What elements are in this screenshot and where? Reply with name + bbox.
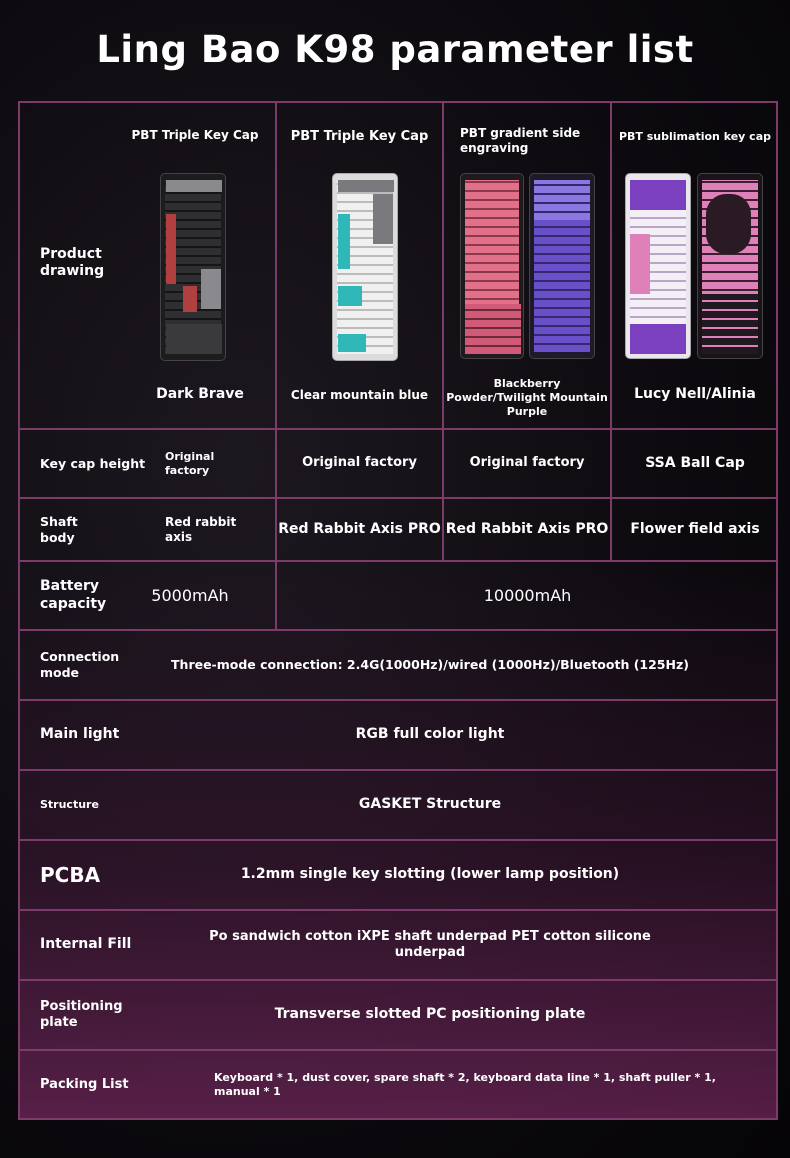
shaft-col3: Red Rabbit Axis PRO — [445, 520, 609, 537]
keyboard-twilight-mountain-purple-image — [529, 173, 595, 359]
keycap-height-col2: Original factory — [302, 455, 417, 471]
label-positioning-plate: Positioning plate — [40, 998, 123, 1030]
label-structure: Structure — [40, 798, 99, 812]
keycap-height-col3: Original factory — [469, 455, 585, 471]
pcba-value: 1.2mm single key slotting (lower lamp position) — [240, 866, 620, 883]
col1-cap-type: PBT Triple Key Cap — [131, 127, 259, 142]
label-main-light: Main light — [40, 726, 120, 743]
packing-list-value: Keyboard * 1, dust cover, spare shaft * 2, keyboard data line * 1, shaft puller * 1, manual * 1 — [214, 1071, 716, 1098]
battery-col1: 5000mAh — [151, 585, 229, 605]
keyboard-dark-brave-image — [160, 173, 226, 361]
keyboard-blackberry-powder-image — [460, 173, 524, 359]
label-packing-list: Packing List — [40, 1076, 129, 1092]
col3-cap-type: PBT gradient side engraving — [460, 126, 581, 155]
label-keycap-height: Key cap height — [40, 455, 146, 471]
structure-value: GASKET Structure — [358, 796, 502, 813]
col2-variant-name: Clear mountain blue — [290, 387, 429, 402]
label-shaft-body: Shaft body — [40, 513, 78, 545]
label-battery-capacity: Battery capacity — [40, 578, 107, 612]
shaft-col1: Red rabbit axis — [165, 514, 237, 544]
connection-value: Three-mode connection: 2.4G(1000Hz)/wired (1000Hz)/Bluetooth (125Hz) — [171, 657, 689, 673]
keyboard-alinia-image — [697, 173, 763, 359]
parameter-table — [18, 101, 778, 1120]
col1-variant-name: Dark Brave — [156, 386, 244, 403]
shaft-col2: Red Rabbit Axis PRO — [278, 520, 441, 537]
label-pcba: PCBA — [40, 862, 101, 887]
battery-col2: 10000mAh — [483, 585, 572, 605]
internal-fill-value: Po sandwich cotton iXPE shaft underpad PET cotton silicone underpad — [209, 928, 651, 960]
label-internal-fill: Internal Fill — [40, 936, 132, 953]
label-connection-mode: Connection mode — [40, 649, 120, 680]
keyboard-clear-mountain-blue-image — [332, 173, 398, 361]
label-product-drawing: Product drawing — [40, 245, 105, 279]
main-light-value: RGB full color light — [355, 726, 505, 743]
keyboard-lucy-nell-image — [625, 173, 691, 359]
shaft-col4: Flower field axis — [630, 520, 760, 537]
page-title: Ling Bao K98 parameter list — [96, 28, 694, 71]
col4-variant-name: Lucy Nell/Alinia — [634, 386, 756, 403]
keycap-height-col4: SSA Ball Cap — [645, 454, 745, 471]
keycap-height-col1: Original factory — [165, 449, 215, 477]
col3-variant-name: Blackberry Powder/Twilight Mountain Purple — [446, 377, 608, 418]
positioning-plate-value: Transverse slotted PC positioning plate — [274, 1006, 586, 1023]
col4-cap-type: PBT sublimation key cap — [618, 130, 771, 144]
col2-cap-type: PBT Triple Key Cap — [290, 128, 429, 144]
